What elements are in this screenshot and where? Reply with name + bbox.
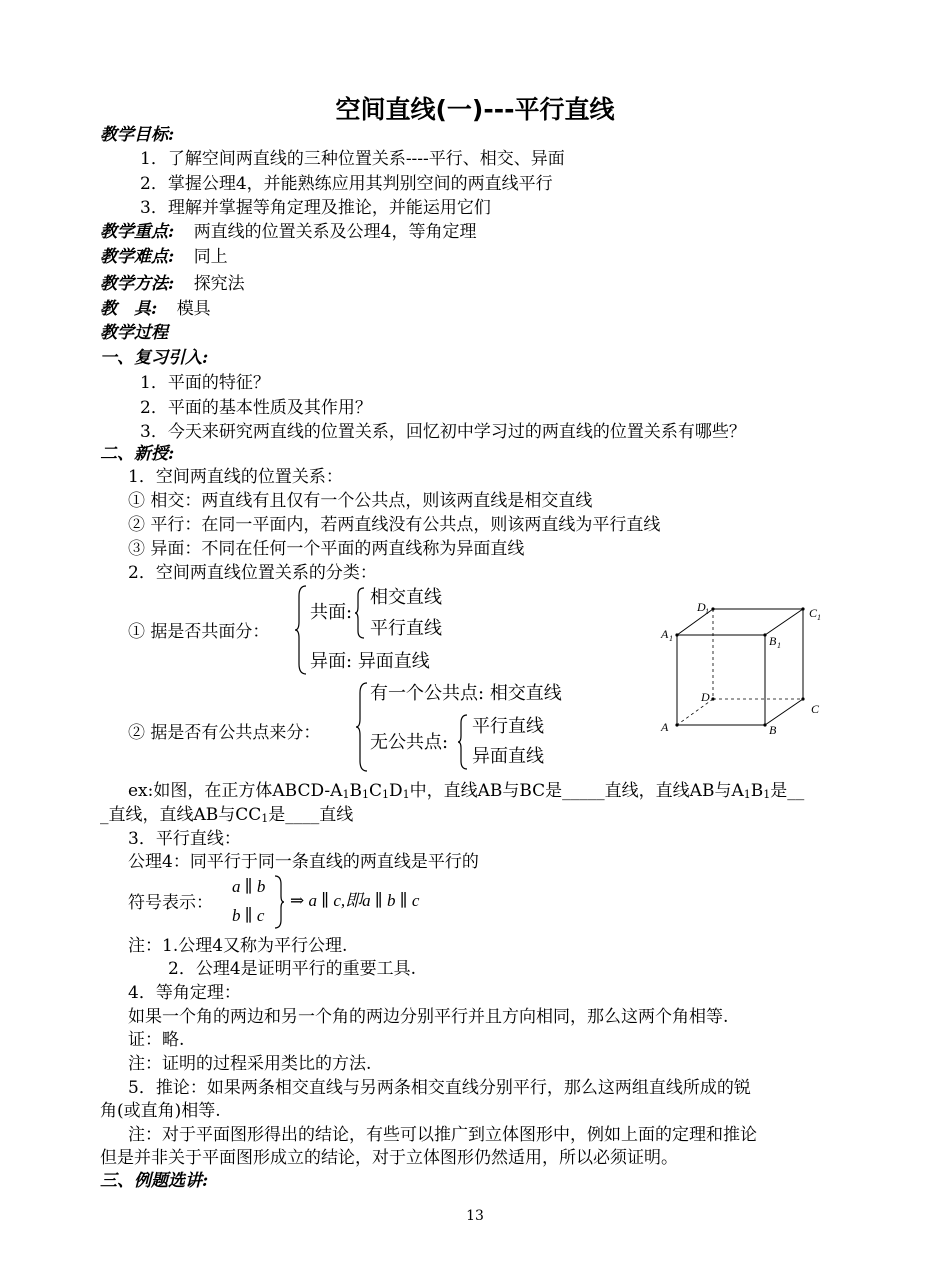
new-line-3: 3．平行直线： (128, 829, 241, 849)
process-label: 教学过程 (100, 323, 168, 343)
cube-label-A: A (661, 720, 669, 734)
objective-2: 2．掌握公理4，并能熟练应用其判别空间的两直线平行 (140, 174, 553, 194)
symbol-label: 符号表示： (128, 893, 213, 913)
class2-parallel: 平行直线 (472, 716, 544, 737)
ex-sub: 1 (743, 788, 751, 801)
note-1: 注：1.公理4又称为平行公理. (128, 936, 348, 956)
ex-sub: 1 (381, 788, 389, 801)
note-4-line-2: 但是并非关于平面图形成立的结论，对于立体图形仍然适用，所以必须证明。 (100, 1148, 678, 1168)
relation-skew: ③ 异面：不同在任何一个平面的两直线称为异面直线 (128, 539, 525, 559)
tools-label: 教 具: (100, 299, 158, 319)
cube-sub-D1: 1 (705, 607, 709, 616)
class1-intersect: 相交直线 (370, 587, 442, 608)
ex-text-4: D (388, 781, 403, 801)
class2-intersect: 相交直线 (489, 683, 562, 704)
ex-text-3: C (368, 781, 382, 801)
note-4-line-1: 注：对于平面图形得出的结论，有些可以推广到立体图形中，例如上面的定理和推论 (128, 1125, 757, 1145)
ex-sub: 1 (261, 812, 269, 825)
objectives-label: 教学目标: (100, 125, 175, 145)
cube-label-A1: A (661, 627, 669, 641)
page-number: 13 (466, 1208, 484, 1224)
class1-brace (294, 584, 308, 676)
ex-sub: 1 (763, 788, 771, 801)
class1-skew: 异面直线 (357, 651, 430, 672)
difficulty-text: 同上 (193, 247, 228, 267)
cube-label-B1: B (769, 634, 777, 648)
symbol-bc: b ∥ c (232, 906, 265, 925)
cube-sub-C1: 1 (817, 613, 821, 622)
page-title: 空间直线(一)---平行直线 (335, 95, 615, 124)
ex-text-6: B (750, 781, 764, 801)
relation-intersect: ① 相交：两直线有且仅有一个公共点，则该两直线是相交直线 (128, 491, 593, 511)
objective-3: 3．理解并掌握等角定理及推论，并能运用它们 (140, 198, 491, 218)
new-lesson-label: 二、新授: (100, 444, 175, 464)
class2-skew: 异面直线 (472, 746, 544, 767)
ex-text-8: _直线，直线AB与CC (100, 805, 262, 825)
difficulty-row (100, 246, 228, 268)
cube-label-D: D (701, 690, 710, 704)
exercise-line-1 (128, 780, 804, 802)
difficulty-label: 教学难点: (100, 247, 175, 267)
symbol-result: ⇒ a ∥ c,即a ∥ b ∥ c (290, 891, 420, 910)
ex-sub: 1 (342, 788, 350, 801)
axiom-4: 公理4：同平行于同一条直线的两直线是平行的 (128, 852, 479, 872)
class2-one-point: 有一个公共点: (370, 683, 485, 704)
review-item-3: 3．今天来研究两直线的位置关系，回忆初中学习过的两直线的位置关系有哪些？ (140, 422, 746, 442)
corollary-line-2: 角(或直角)相等. (100, 1101, 221, 1121)
method-text: 探究法 (193, 274, 245, 294)
symbol-brace (273, 874, 285, 930)
corollary-line-1: 5．推论：如果两条相交直线与另两条相交直线分别平行，那么这两组直线所成的锐 (128, 1078, 751, 1098)
class2-brace (355, 681, 369, 773)
cube-sub-A1: 1 (669, 634, 673, 643)
class2-one-point-row (370, 683, 562, 705)
ex-sub: 1 (402, 788, 410, 801)
class1-coplanar: 共面: (310, 602, 353, 623)
method-row (100, 273, 245, 295)
ex-text-9: 是____直线 (268, 805, 354, 825)
cube-sub-B1: 1 (777, 641, 781, 650)
class1-sub-brace (354, 586, 366, 640)
method-label: 教学方法: (100, 274, 175, 294)
tools-text: 模具 (176, 299, 211, 319)
proof: 证：略. (128, 1030, 185, 1050)
theorem: 如果一个角的两边和另一个角的两边分别平行并且方向相同，那么这两个角相等. (128, 1007, 729, 1027)
cube-label-C1: C (809, 606, 818, 620)
cube-figure (655, 595, 835, 745)
cube-label-B: B (769, 723, 777, 737)
class1-label: ① 据是否共面分： (128, 622, 270, 642)
examples-label: 三、例题选讲: (100, 1171, 209, 1191)
review-item-1: 1．平面的特征？ (140, 373, 270, 393)
review-item-2: 2．平面的基本性质及其作用？ (140, 398, 372, 418)
exercise-line-2 (100, 804, 353, 826)
ex-text-1: ex:如图，在正方体ABCD-A (128, 781, 343, 801)
class1-skew-head: 异面: (310, 651, 353, 672)
class1-parallel: 平行直线 (370, 618, 442, 639)
note-2: 2．公理4是证明平行的重要工具. (168, 959, 417, 979)
ex-text-2: B (349, 781, 362, 801)
tools-row (100, 298, 211, 320)
cube-label-D1: D (697, 600, 706, 614)
key-points-text: 两直线的位置关系及公理4，等角定理 (193, 222, 477, 242)
relation-parallel: ② 平行：在同一平面内，若两直线没有公共点，则该两直线为平行直线 (128, 515, 661, 535)
review-label: 一、复习引入: (100, 348, 209, 368)
ex-sub: 1 (361, 788, 369, 801)
ex-text-7: 是__ (770, 781, 805, 801)
key-points-label: 教学重点: (100, 222, 175, 242)
note-3: 注：证明的过程采用类比的方法. (128, 1054, 372, 1074)
class2-sub-brace (457, 713, 469, 771)
new-line-1: 1．空间两直线的位置关系： (128, 467, 343, 487)
objective-1: 1．了解空间两直线的三种位置关系----平行、相交、异面 (140, 149, 565, 169)
cube-label-C: C (811, 702, 820, 716)
ex-text-5: 中，直线AB与BC是_____直线，直线AB与A (409, 781, 744, 801)
key-points-row (100, 221, 477, 243)
class1-skew-row (310, 651, 430, 673)
new-line-4: 4．等角定理： (128, 983, 241, 1003)
symbol-ab: a ∥ b (232, 877, 266, 896)
class2-label: ② 据是否有公共点来分： (128, 723, 321, 743)
new-line-2: 2．空间两直线位置关系的分类： (128, 563, 377, 583)
class2-none: 无公共点: (370, 732, 449, 753)
